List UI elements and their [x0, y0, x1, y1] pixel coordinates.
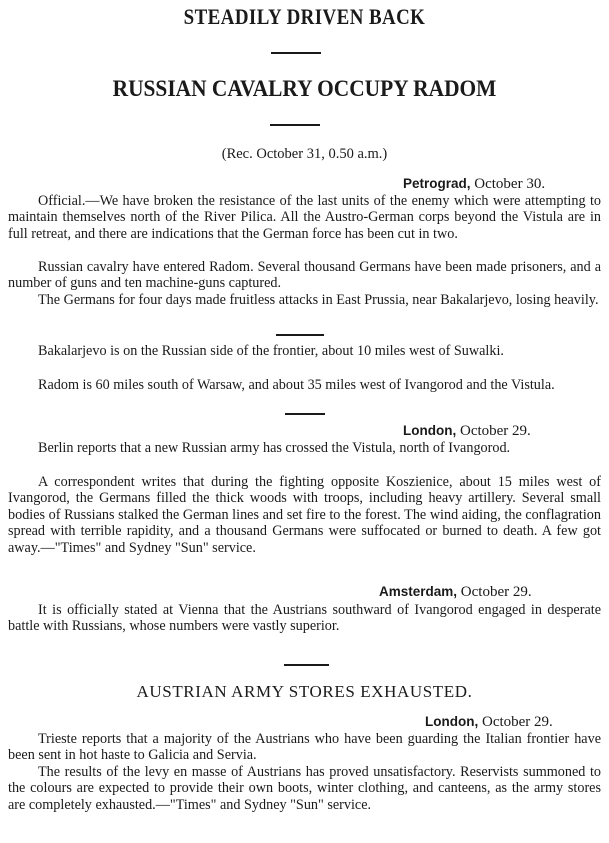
- divider-rule: [276, 334, 324, 336]
- section-heading: AUSTRIAN ARMY STORES EXHAUSTED.: [136, 682, 473, 701]
- dateline-date: October 29.: [456, 423, 531, 439]
- dateline-place: London,: [425, 714, 479, 729]
- dateline-date: October 29.: [457, 584, 532, 600]
- paragraph: Radom is 60 miles south of Warsaw, and about 35 miles west of Ivangorod and the Vistula.: [38, 377, 555, 393]
- main-headline: STEADILY DRIVEN BACK: [183, 4, 426, 29]
- sub-headline: RUSSIAN CAVALRY OCCUPY RADOM: [112, 76, 497, 101]
- paragraph: Russian cavalry have entered Radom. Several thousand Germans have been made prisoners, and a number of guns and ten machine-guns captured.: [8, 259, 601, 292]
- paragraph: Berlin reports that a new Russian army has crossed the Vistula, north of Ivangorod.: [38, 440, 511, 456]
- divider-rule: [271, 52, 321, 54]
- paragraph: Trieste reports that a majority of the Austrians who have been guarding the Italian frontier have been sent in hot haste to Galicia and Servia.: [8, 731, 601, 764]
- paragraph: The Germans for four days made fruitless attacks in East Prussia, near Bakalarjevo, losing heavily.: [38, 292, 599, 308]
- dateline-london: [425, 714, 553, 731]
- paragraph: The results of the levy en masse of Austrians has proved unsatisfactory. Reservists summoned to the colours are expected to provide their own boots, winter clothing, and canteens, as the army stores are completely exhausted.—"Times" and Sydney "Sun" service.: [8, 764, 601, 813]
- divider-rule: [270, 124, 320, 126]
- paragraph: Official.—We have broken the resistance of the last units of the enemy which were attempting to maintain themselves north of the River Pilica. All the Austro-German corps beyond the Vistula are in full retreat, and there are indications that the German force has been cut in two.: [8, 193, 601, 242]
- dateline-date: October 29.: [478, 714, 553, 730]
- dateline-place: Petrograd,: [403, 176, 471, 191]
- dateline-london: [403, 423, 531, 440]
- dateline-amsterdam: [379, 584, 532, 601]
- paragraph: It is officially stated at Vienna that the Austrians southward of Ivangorod engaged in desperate battle with Russians, whose numbers were vastly superior.: [8, 602, 601, 635]
- dateline-place: Amsterdam,: [379, 584, 458, 599]
- paragraph: Bakalarjevo is on the Russian side of the frontier, about 10 miles west of Suwalki.: [38, 343, 504, 359]
- divider-rule: [285, 413, 325, 415]
- received-line: (Rec. October 31, 0.50 a.m.): [221, 146, 388, 162]
- divider-rule: [284, 664, 329, 666]
- paragraph: A correspondent writes that during the fighting opposite Koszienice, about 15 miles west of Ivangorod, the Germans filled the thick woods with troops, including heavy artillery. Several small bodies of Russians stalked the German lines and set fire to the forest. The wind aiding, the conflagration spread with terrible rapidity, and a thousand Germans were suffocated or burned to death. A few got away.—"Times" and Sydney "Sun" service.: [8, 474, 601, 556]
- dateline-date: October 30.: [470, 176, 546, 192]
- dateline-place: London,: [403, 423, 457, 438]
- dateline-petrograd: [403, 176, 545, 193]
